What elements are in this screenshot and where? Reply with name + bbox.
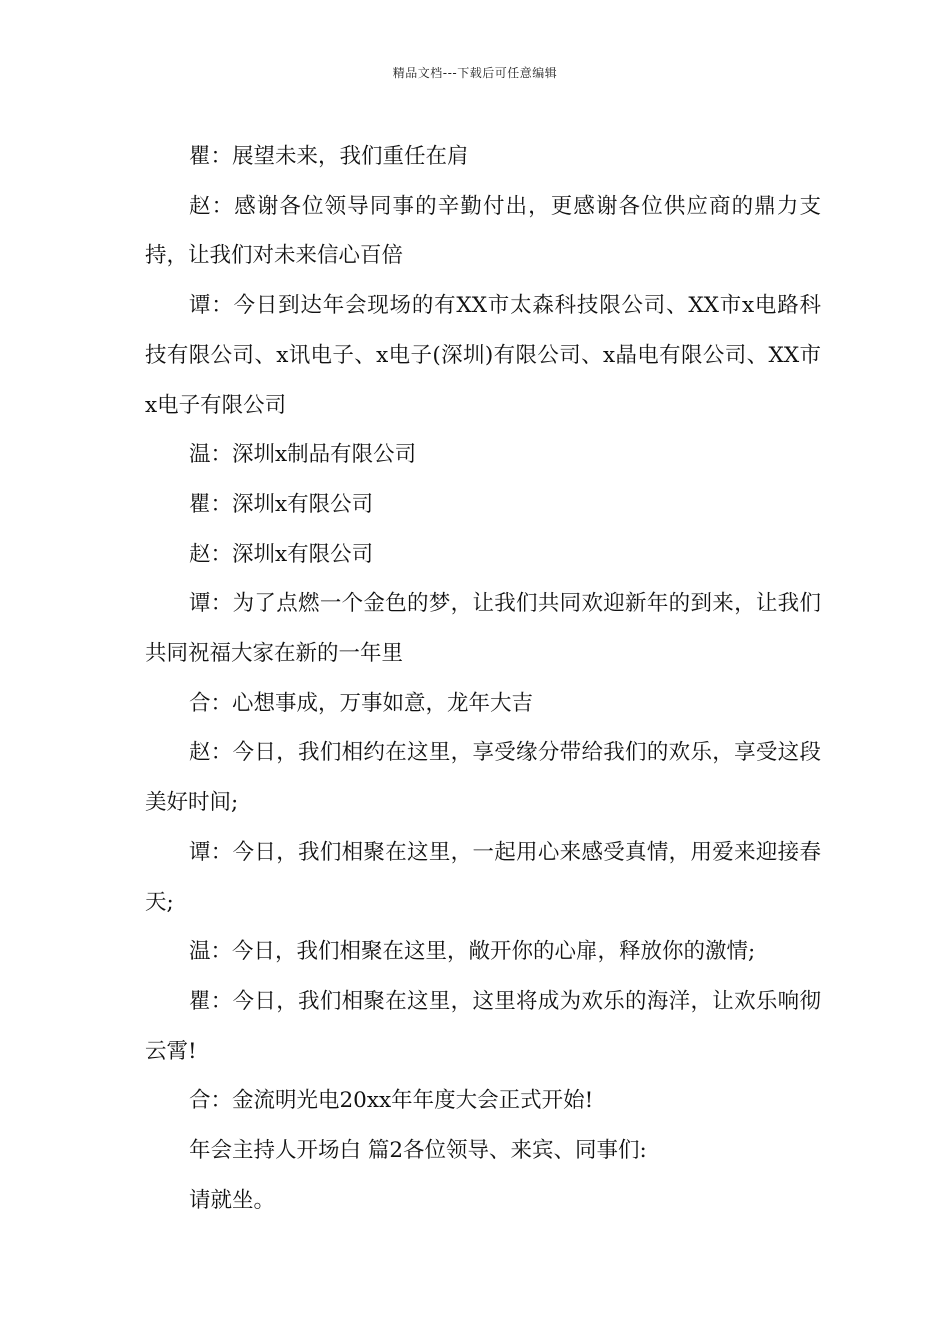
paragraph: 合：金流明光电20xx年年度大会正式开始!: [189, 1088, 594, 1114]
paragraph: 瞿：展望未来，我们重任在肩: [189, 144, 469, 169]
paragraph: 温：今日，我们相聚在这里，敞开你的心扉，释放你的激情;: [189, 939, 756, 965]
paragraph: 谭：今日到达年会现场的有XX市太森科技限公司、XX市x电路科技有限公司、x讯电子、x电子(深圳)有限公司、x晶电有限公司、XX市x电子有限公司: [145, 293, 821, 418]
document-body: [145, 132, 821, 1225]
paragraph: 年会主持人开场白 篇2各位领导、来宾、同事们:: [189, 1138, 647, 1164]
page-header: 精品文档---下载后可任意编辑: [392, 66, 558, 80]
paragraph: 瞿：深圳x有限公司: [189, 491, 374, 517]
paragraph: 赵：今日，我们相约在这里，享受缘分带给我们的欢乐，享受这段美好时间;: [145, 740, 821, 816]
paragraph: 赵：深圳x有限公司: [189, 541, 374, 567]
paragraph: 温：深圳x制品有限公司: [189, 442, 417, 468]
paragraph: 瞿：今日，我们相聚在这里，这里将成为欢乐的海洋，让欢乐响彻云霄!: [145, 988, 821, 1064]
paragraph: 谭：为了点燃一个金色的梦，让我们共同欢迎新年的到来，让我们共同祝福大家在新的一年里: [145, 591, 821, 667]
paragraph: 请就坐。: [189, 1187, 276, 1213]
paragraph: 合：心想事成，万事如意，龙年大吉: [189, 690, 534, 716]
paragraph: 谭：今日，我们相聚在这里，一起用心来感受真情，用爱来迎接春天;: [145, 839, 821, 915]
paragraph: 赵：感谢各位领导同事的辛勤付出，更感谢各位供应商的鼎力支持，让我们对未来信心百倍: [145, 193, 821, 269]
